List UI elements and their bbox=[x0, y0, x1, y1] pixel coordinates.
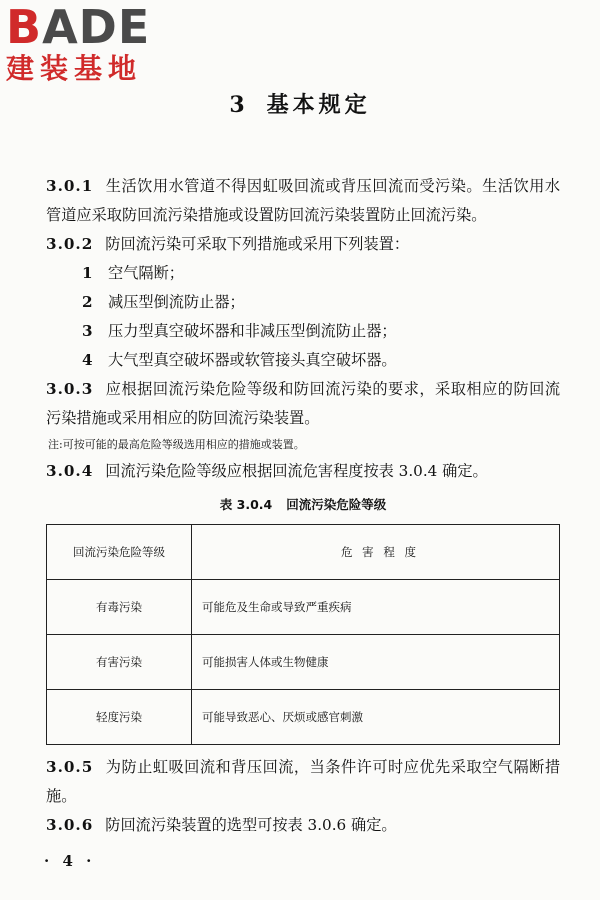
list-item-number: 4 bbox=[82, 351, 93, 369]
clause-number: 3.0.2 bbox=[46, 235, 94, 253]
logo bbox=[6, 2, 186, 94]
table-cell: 有毒污染 bbox=[47, 580, 192, 635]
logo-brand-accent: B bbox=[6, 0, 43, 54]
table-cell: 可能危及生命或导致严重疾病 bbox=[192, 580, 560, 635]
clause-number: 3.0.4 bbox=[46, 462, 94, 480]
list-item bbox=[46, 346, 560, 375]
list-item-text: 减压型倒流防止器； bbox=[108, 293, 245, 311]
table-row bbox=[47, 635, 560, 690]
list-item-number: 2 bbox=[82, 293, 93, 311]
clause-text: 防回流污染可采取下列措施或采用下列装置： bbox=[105, 235, 410, 253]
table-cell: 轻度污染 bbox=[47, 690, 192, 745]
clause-3-0-1 bbox=[46, 172, 560, 230]
logo-subtitle: 建装基地 bbox=[6, 52, 143, 85]
table-row bbox=[47, 690, 560, 745]
list-item-number: 3 bbox=[82, 322, 93, 340]
table-cell: 可能损害人体或生物健康 bbox=[192, 635, 560, 690]
logo-brand bbox=[6, 2, 186, 52]
chapter-title bbox=[0, 88, 600, 119]
clause-number: 3.0.6 bbox=[46, 816, 94, 834]
clause-text: 回流污染危险等级应根据回流危害程度按表 3.0.4 确定。 bbox=[105, 462, 488, 480]
list-item-text: 大气型真空破坏器或软管接头真空破坏器。 bbox=[108, 351, 397, 369]
clause-3-0-6 bbox=[46, 811, 560, 840]
list-item bbox=[46, 259, 560, 288]
table-caption-title: 回流污染危险等级 bbox=[286, 497, 387, 512]
clause-3-0-3 bbox=[46, 375, 560, 433]
list-item-number: 1 bbox=[82, 264, 93, 282]
table-header-cell: 危 害 程 度 bbox=[192, 525, 560, 580]
clause-text: 为防止虹吸回流和背压回流，当条件许可时应优先采取空气隔断措施。 bbox=[46, 758, 560, 805]
clause-3-0-4 bbox=[46, 457, 560, 486]
clause-text: 应根据回流污染危险等级和防回流污染的要求，采取相应的防回流污染措施或采用相应的防回流污染装置。 bbox=[46, 380, 560, 427]
table-header-cell: 回流污染危险等级 bbox=[47, 525, 192, 580]
list-item-text: 压力型真空破坏器和非减压型倒流防止器； bbox=[108, 322, 397, 340]
table-cell: 可能导致恶心、厌烦或感官刺激 bbox=[192, 690, 560, 745]
clause-3-0-5 bbox=[46, 753, 560, 811]
clause-number: 3.0.1 bbox=[46, 177, 94, 195]
page-number: · 4 · bbox=[44, 852, 96, 870]
document-body bbox=[46, 172, 560, 840]
clause-text: 防回流污染装置的选型可按表 3.0.6 确定。 bbox=[105, 816, 397, 834]
list-item-text: 空气隔断； bbox=[108, 264, 184, 282]
clause-note: 注:可按可能的最高危险等级选用相应的措施或装置。 bbox=[48, 438, 305, 451]
list-item bbox=[46, 317, 560, 346]
clause-number: 3.0.5 bbox=[46, 758, 94, 776]
hazard-level-table bbox=[46, 524, 560, 745]
clause-number: 3.0.3 bbox=[46, 380, 94, 398]
table-caption-number: 表 3.0.4 bbox=[219, 497, 273, 512]
table-caption bbox=[46, 490, 560, 520]
clause-text: 生活饮用水管道不得因虹吸回流或背压回流而受污染。生活饮用水管道应采取防回流污染措施或设置防回流污染装置防止回流污染。 bbox=[46, 177, 560, 224]
table-header-row bbox=[47, 525, 560, 580]
list-item bbox=[46, 288, 560, 317]
logo-brand-rest: ADE bbox=[42, 0, 151, 54]
table-cell: 有害污染 bbox=[47, 635, 192, 690]
table-row bbox=[47, 580, 560, 635]
clause-3-0-2 bbox=[46, 230, 560, 259]
chapter-number: 3 bbox=[229, 92, 249, 118]
chapter-title-text: 基本规定 bbox=[266, 92, 371, 118]
